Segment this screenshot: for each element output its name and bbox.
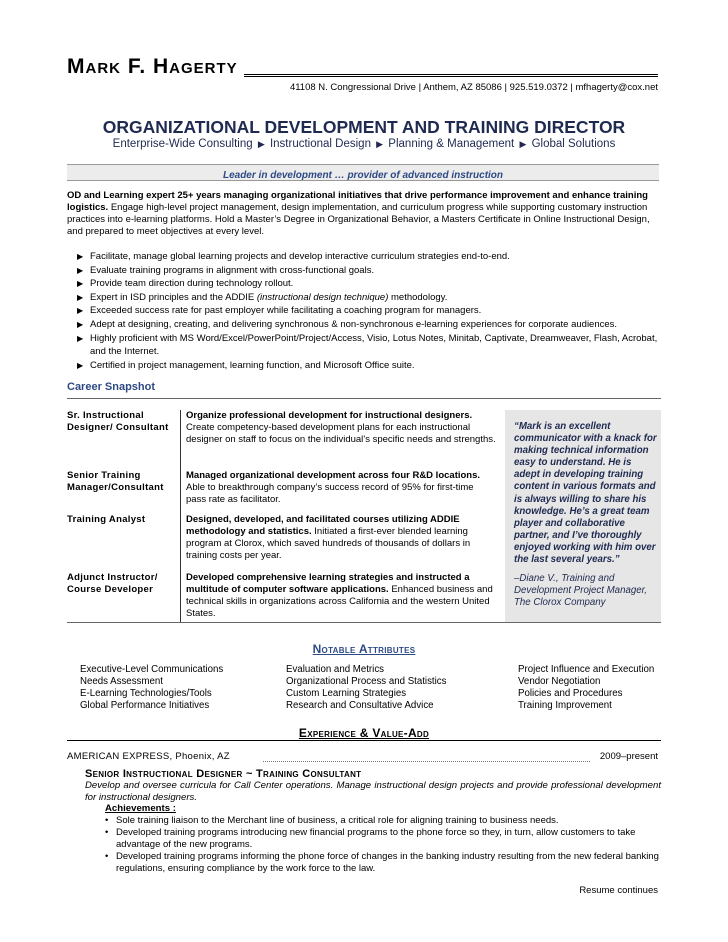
role-title: Senior Training Manager/Consultant — [67, 470, 164, 493]
summary-body: Engage high-level project management, design implementation, and curriculum progress while supporting customary instruction practices into e-learning platforms. Hold a Master’s Degree in Organizational Behavior, a Masters Certificate in Online Instructional Design, and prepared to meet objectives at every level. — [67, 202, 650, 237]
testimonial-box — [505, 410, 661, 622]
subline-item-2: Instructional Design — [269, 138, 371, 150]
tagline-bar — [67, 164, 659, 181]
triangle-bullet-icon: ▶ — [77, 319, 84, 329]
list-item: Training Improvement — [518, 700, 612, 711]
bullet-icon: • — [105, 851, 109, 862]
section-divider — [67, 398, 661, 399]
list-item: ▶ Expert in ISD principles and the ADDIE (instructional design technique) methodology. — [77, 291, 448, 303]
list-item: • Sole training liaison to the Merchant line of business, a critical role for aligning training to business needs. — [105, 815, 559, 826]
arrow-right-icon: ▶ — [257, 139, 265, 149]
company-name: AMERICAN EXPRESS, Phoenix, AZ — [67, 751, 230, 762]
role-description: Managed organizational development across four R&D locations. Able to breakthrough company’s success record of 95% for first-time pass rate as facilitator. — [186, 470, 481, 505]
triangle-bullet-icon: ▶ — [77, 279, 84, 289]
role-title: Adjunct Instructor/ Course Developer — [67, 572, 158, 595]
triangle-bullet-icon: ▶ — [77, 292, 84, 302]
list-item: • Developed training programs informing the phone force of changes in the banking industry resulting from the new federal banking regulations, ensuring compliance by the work force to the law. — [105, 851, 659, 874]
testimonial-quote: “Mark is an excellent communicator with a knack for making technical information easy to understand. He is adept in developing training content in various formats and is always willing to share his knowledge. He’s a great team player and collaborative partner, and I’ve thoroughly enjoyed working with him over the last several years.” — [514, 421, 657, 566]
experience-title: Experience & Value-Add — [298, 726, 430, 740]
bullet-icon: • — [105, 815, 109, 826]
job-title: Senior Instructional Designer ~ Training Consultant — [85, 768, 362, 780]
list-item: Global Performance Initiatives — [80, 700, 210, 711]
triangle-bullet-icon: ▶ — [77, 265, 84, 275]
triangle-bullet-icon: ▶ — [77, 360, 84, 370]
job-description: Develop and oversee curricula for Call Center operations. Manage instructional design projects and provide professional development for instructional designers. — [85, 780, 661, 803]
employment-dates: 2009–present — [599, 751, 658, 762]
subline-item-1: Enterprise-Wide Consulting — [112, 138, 253, 150]
skills-list — [77, 250, 667, 372]
list-item: E-Learning Technologies/Tools — [80, 688, 212, 699]
arrow-right-icon: ▶ — [519, 139, 527, 149]
list-item: Needs Assessment — [80, 676, 163, 687]
list-item: Executive-Level Communications — [80, 664, 224, 675]
subline-item-4: Global Solutions — [531, 138, 616, 150]
list-item: ▶ Provide team direction during technology rollout. — [77, 278, 294, 290]
role-description: Organize professional development for instructional designers. Create competency-based development plans for each instructional designer on staff to focus on the individual’s specific needs and strengths. — [186, 410, 496, 445]
triangle-bullet-icon: ▶ — [77, 333, 84, 343]
list-item: Research and Consultative Advice — [286, 700, 434, 711]
tagline: Leader in development … provider of advanced instruction — [222, 170, 504, 181]
bullet-icon: • — [105, 827, 109, 838]
testimonial-attribution: –Diane V., Training and Development Project Manager, The Clorox Company — [514, 573, 648, 609]
notable-attributes-title: Notable Attributes — [312, 642, 416, 656]
subline-item-3: Planning & Management — [388, 138, 515, 150]
subline — [0, 138, 728, 150]
name-text: Mark F. Hagerty — [67, 55, 238, 78]
role-title: Training Analyst — [67, 514, 146, 525]
headline: ORGANIZATIONAL DEVELOPMENT AND TRAINING DIRECTOR — [102, 117, 626, 137]
achievements-list — [105, 815, 661, 875]
name-rule — [244, 74, 658, 77]
attributes-column-2 — [286, 664, 446, 712]
section-divider — [67, 740, 661, 741]
list-item: Project Influence and Execution — [518, 664, 655, 675]
career-snapshot-title: Career Snapshot — [67, 381, 156, 393]
contact-line: 41108 N. Congressional Drive | Anthem, AZ 85086 | 925.519.0372 | mfhagerty@cox.net — [289, 82, 658, 93]
role-description: Designed, developed, and facilitated courses utilizing ADDIE methodology and statistics. Initiated a first-ever blended learning program at Clorox, which saved hundreds of thousands of dollars in training costs per year. — [186, 514, 471, 561]
list-item: ▶ Adept at designing, creating, and delivering synchronous & non-synchronous e-learning experiences for corporate audiences. — [77, 318, 618, 330]
list-item: Organizational Process and Statistics — [286, 676, 447, 687]
attributes-column-1 — [80, 664, 223, 712]
list-item: ▶ Certified in project management, learning function, and Microsoft Office suite. — [77, 359, 415, 371]
dotted-leader — [263, 761, 590, 762]
summary — [67, 190, 661, 238]
role-title: Sr. Instructional Designer/ Consultant — [67, 410, 169, 433]
attributes-column-3 — [518, 664, 654, 712]
list-item: • Developed training programs introducing new financial programs to the phone force so they, in turn, allow customers to take advantage of the new programs. — [105, 827, 636, 850]
summary-lead: OD and Learning expert 25+ years managing organizational initiatives that drive performance improvement and enhance training logistics. — [67, 190, 648, 213]
role-description: Developed comprehensive learning strategies and instructed a multitude of computer software applications. Enhanced business and technical skills in organizations across California and the western United States. — [186, 572, 493, 619]
arrow-right-icon: ▶ — [376, 139, 384, 149]
list-item: Evaluation and Metrics — [286, 664, 385, 675]
list-item: Vendor Negotiation — [518, 676, 601, 687]
column-divider — [180, 410, 181, 622]
section-divider — [67, 622, 661, 623]
list-item: ▶ Evaluate training programs in alignment with cross-functional goals. — [77, 264, 375, 276]
list-item: ▶ Exceeded success rate for past employer while facilitating a coaching program for managers. — [77, 305, 482, 317]
triangle-bullet-icon: ▶ — [77, 252, 84, 261]
list-item: Custom Learning Strategies — [286, 688, 407, 699]
candidate-name — [67, 55, 238, 79]
list-item: ▶ Facilitate, manage global learning projects and develop interactive curriculum strategies end-to-end. — [77, 251, 510, 262]
resume-continues: Resume continues — [579, 885, 658, 896]
list-item: ▶ Highly proficient with MS Word/Excel/PowerPoint/Project/Access, Visio, Lotus Notes, Minitab, Captivate, Dreamweaver, Flash, Acrobat, and the Internet. — [77, 332, 658, 358]
achievements-label: Achievements : — [105, 803, 176, 814]
list-item: Policies and Procedures — [518, 688, 623, 699]
triangle-bullet-icon: ▶ — [77, 306, 84, 316]
